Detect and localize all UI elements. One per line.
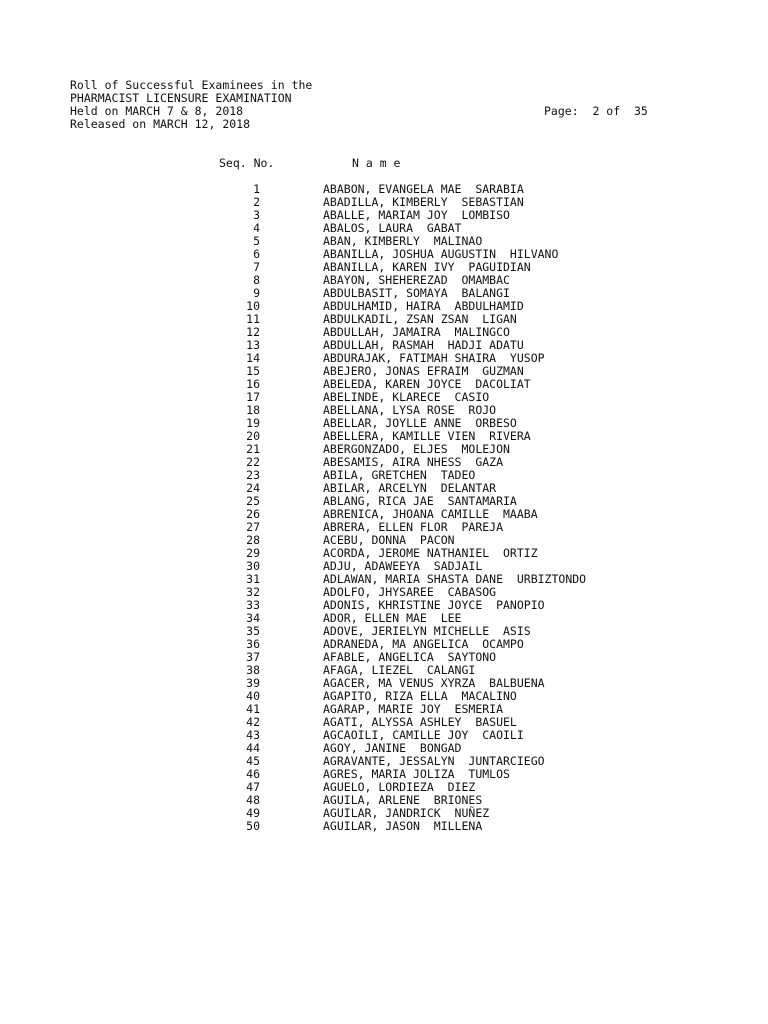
examinee-name: ABAYON, SHEHEREZAD OMAMBAC bbox=[323, 273, 510, 287]
seq-number: 49 bbox=[246, 806, 260, 820]
examinee-name: AGARAP, MARIE JOY ESMERIA bbox=[323, 702, 504, 716]
examinee-name: ABLANG, RICA JAE SANTAMARIA bbox=[323, 494, 517, 508]
examinee-name: ABELEDA, KAREN JOYCE DACOLIAT bbox=[323, 377, 531, 391]
examinee-name: ADOLFO, JHYSAREE CABASOG bbox=[323, 585, 497, 599]
examinee-name: AGCAOILI, CAMILLE JOY CAOILI bbox=[323, 728, 524, 742]
seq-number: 26 bbox=[246, 507, 260, 521]
seq-number: 46 bbox=[246, 767, 260, 781]
seq-number: 27 bbox=[246, 520, 260, 534]
exam-dates: Held on MARCH 7 & 8, 2018 bbox=[70, 104, 244, 118]
examinee-name: AGUILA, ARLENE BRIONES bbox=[323, 793, 483, 807]
examinee-name: AGUILAR, JASON MILLENA bbox=[323, 819, 483, 833]
examinee-name: AFABLE, ANGELICA SAYTONO bbox=[323, 650, 497, 664]
seq-number: 23 bbox=[246, 468, 260, 482]
seq-number: 6 bbox=[253, 247, 260, 261]
examinee-name: ABRENICA, JHOANA CAMILLE MAABA bbox=[323, 507, 538, 521]
examinee-name: ABELLANA, LYSA ROSE ROJO bbox=[323, 403, 497, 417]
examinee-name: ABESAMIS, AIRA NHESS GAZA bbox=[323, 455, 504, 469]
examinee-name: AGRES, MARIA JOLIZA TUMLOS bbox=[323, 767, 510, 781]
seq-number: 22 bbox=[246, 455, 260, 469]
examinee-name: ABALOS, LAURA GABAT bbox=[323, 221, 462, 235]
examinee-name: AGRAVANTE, JESSALYN JUNTARCIEGO bbox=[323, 754, 545, 768]
seq-number: 3 bbox=[253, 208, 260, 222]
seq-number: 32 bbox=[246, 585, 260, 599]
seq-number: 2 bbox=[253, 195, 260, 209]
roll-title: Roll of Successful Examinees in the bbox=[70, 78, 313, 92]
examinee-name: AFAGA, LIEZEL CALANGI bbox=[323, 663, 476, 677]
examinee-name: ABDULKADIL, ZSAN ZSAN LIGAN bbox=[323, 312, 517, 326]
examinee-name: ABABON, EVANGELA MAE SARABIA bbox=[323, 182, 524, 196]
examinee-name: ABILAR, ARCELYN DELANTAR bbox=[323, 481, 497, 495]
seq-number: 37 bbox=[246, 650, 260, 664]
examinee-name: ADJU, ADAWEEYA SADJAIL bbox=[323, 559, 483, 573]
seq-number: 21 bbox=[246, 442, 260, 456]
seq-number: 33 bbox=[246, 598, 260, 612]
seq-number: 1 bbox=[253, 182, 260, 196]
seq-number: 34 bbox=[246, 611, 260, 625]
seq-number: 14 bbox=[246, 351, 260, 365]
examinee-name: AGUELO, LORDIEZA DIEZ bbox=[323, 780, 476, 794]
seq-number: 36 bbox=[246, 637, 260, 651]
examinee-name: ABILA, GRETCHEN TADEO bbox=[323, 468, 476, 482]
examinee-name: ABDULHAMID, HAIRA ABDULHAMID bbox=[323, 299, 524, 313]
examinee-name: ABDULBASIT, SOMAYA BALANGI bbox=[323, 286, 510, 300]
examinee-name: AGATI, ALYSSA ASHLEY BASUEL bbox=[323, 715, 517, 729]
seq-number: 31 bbox=[246, 572, 260, 586]
examinee-row bbox=[0, 820, 768, 833]
seq-number: 17 bbox=[246, 390, 260, 404]
seq-number: 28 bbox=[246, 533, 260, 547]
examinee-name: ABADILLA, KIMBERLY SEBASTIAN bbox=[323, 195, 524, 209]
examinee-name: ABDULLAH, RASMAH HADJI ADATU bbox=[323, 338, 524, 352]
examinee-name: ABRERA, ELLEN FLOR PAREJA bbox=[323, 520, 504, 534]
seq-number: 43 bbox=[246, 728, 260, 742]
seq-number: 45 bbox=[246, 754, 260, 768]
seq-number: 8 bbox=[253, 273, 260, 287]
seq-number: 44 bbox=[246, 741, 260, 755]
seq-number: 39 bbox=[246, 676, 260, 690]
examinee-name: ADLAWAN, MARIA SHASTA DANE URBIZTONDO bbox=[323, 572, 587, 586]
examinee-name: ABDURAJAK, FATIMAH SHAIRA YUSOP bbox=[323, 351, 545, 365]
page-number: Page: 2 of 35 bbox=[544, 104, 648, 118]
seq-number: 4 bbox=[253, 221, 260, 235]
examinee-name: ACEBU, DONNA PACON bbox=[323, 533, 455, 547]
seq-number: 5 bbox=[253, 234, 260, 248]
examinee-name: ABELINDE, KLARECE CASIO bbox=[323, 390, 490, 404]
seq-number: 12 bbox=[246, 325, 260, 339]
examinee-name: ABAN, KIMBERLY MALINAO bbox=[323, 234, 483, 248]
examinee-name: AGAPITO, RIZA ELLA MACALINO bbox=[323, 689, 517, 703]
examinee-name: ABERGONZADO, ELJES MOLEJON bbox=[323, 442, 510, 456]
seq-number: 7 bbox=[253, 260, 260, 274]
column-header-seq: Seq. No. bbox=[219, 156, 275, 170]
examinee-name: ADOVE, JERIELYN MICHELLE ASIS bbox=[323, 624, 531, 638]
column-header-name: N a m e bbox=[352, 156, 401, 170]
examinee-name: ACORDA, JEROME NATHANIEL ORTIZ bbox=[323, 546, 538, 560]
seq-number: 10 bbox=[246, 299, 260, 313]
seq-number: 24 bbox=[246, 481, 260, 495]
seq-number: 20 bbox=[246, 429, 260, 443]
examinee-name: ABELLERA, KAMILLE VIEN RIVERA bbox=[323, 429, 531, 443]
examinee-name: ADONIS, KHRISTINE JOYCE PANOPIO bbox=[323, 598, 545, 612]
examinee-name: ABANILLA, JOSHUA AUGUSTIN HILVANO bbox=[323, 247, 559, 261]
seq-number: 41 bbox=[246, 702, 260, 716]
examinee-name: ABALLE, MARIAM JOY LOMBISO bbox=[323, 208, 510, 222]
seq-number: 25 bbox=[246, 494, 260, 508]
seq-number: 35 bbox=[246, 624, 260, 638]
seq-number: 11 bbox=[246, 312, 260, 326]
seq-number: 48 bbox=[246, 793, 260, 807]
seq-number: 30 bbox=[246, 559, 260, 573]
seq-number: 40 bbox=[246, 689, 260, 703]
examinee-name: AGOY, JANINE BONGAD bbox=[323, 741, 462, 755]
seq-number: 9 bbox=[253, 286, 260, 300]
examinee-name: ABDULLAH, JAMAIRA MALINGCO bbox=[323, 325, 510, 339]
examinee-list bbox=[0, 183, 768, 833]
seq-number: 38 bbox=[246, 663, 260, 677]
examinee-name: ABELLAR, JOYLLE ANNE ORBESO bbox=[323, 416, 517, 430]
examinee-name: ADRANEDA, MA ANGELICA OCAMPO bbox=[323, 637, 524, 651]
seq-number: 15 bbox=[246, 364, 260, 378]
examinee-name: AGUILAR, JANDRICK NUÑEZ bbox=[323, 806, 490, 820]
examinee-name: ABEJERO, JONAS EFRAIM GUZMAN bbox=[323, 364, 524, 378]
seq-number: 16 bbox=[246, 377, 260, 391]
examinee-name: ADOR, ELLEN MAE LEE bbox=[323, 611, 462, 625]
examinee-name: AGACER, MA VENUS XYRZA BALBUENA bbox=[323, 676, 545, 690]
examinee-name: ABANILLA, KAREN IVY PAGUIDIAN bbox=[323, 260, 531, 274]
seq-number: 19 bbox=[246, 416, 260, 430]
seq-number: 50 bbox=[246, 819, 260, 833]
seq-number: 18 bbox=[246, 403, 260, 417]
exam-title: PHARMACIST LICENSURE EXAMINATION bbox=[70, 91, 292, 105]
release-date: Released on MARCH 12, 2018 bbox=[70, 117, 251, 131]
seq-number: 13 bbox=[246, 338, 260, 352]
seq-number: 42 bbox=[246, 715, 260, 729]
seq-number: 29 bbox=[246, 546, 260, 560]
seq-number: 47 bbox=[246, 780, 260, 794]
